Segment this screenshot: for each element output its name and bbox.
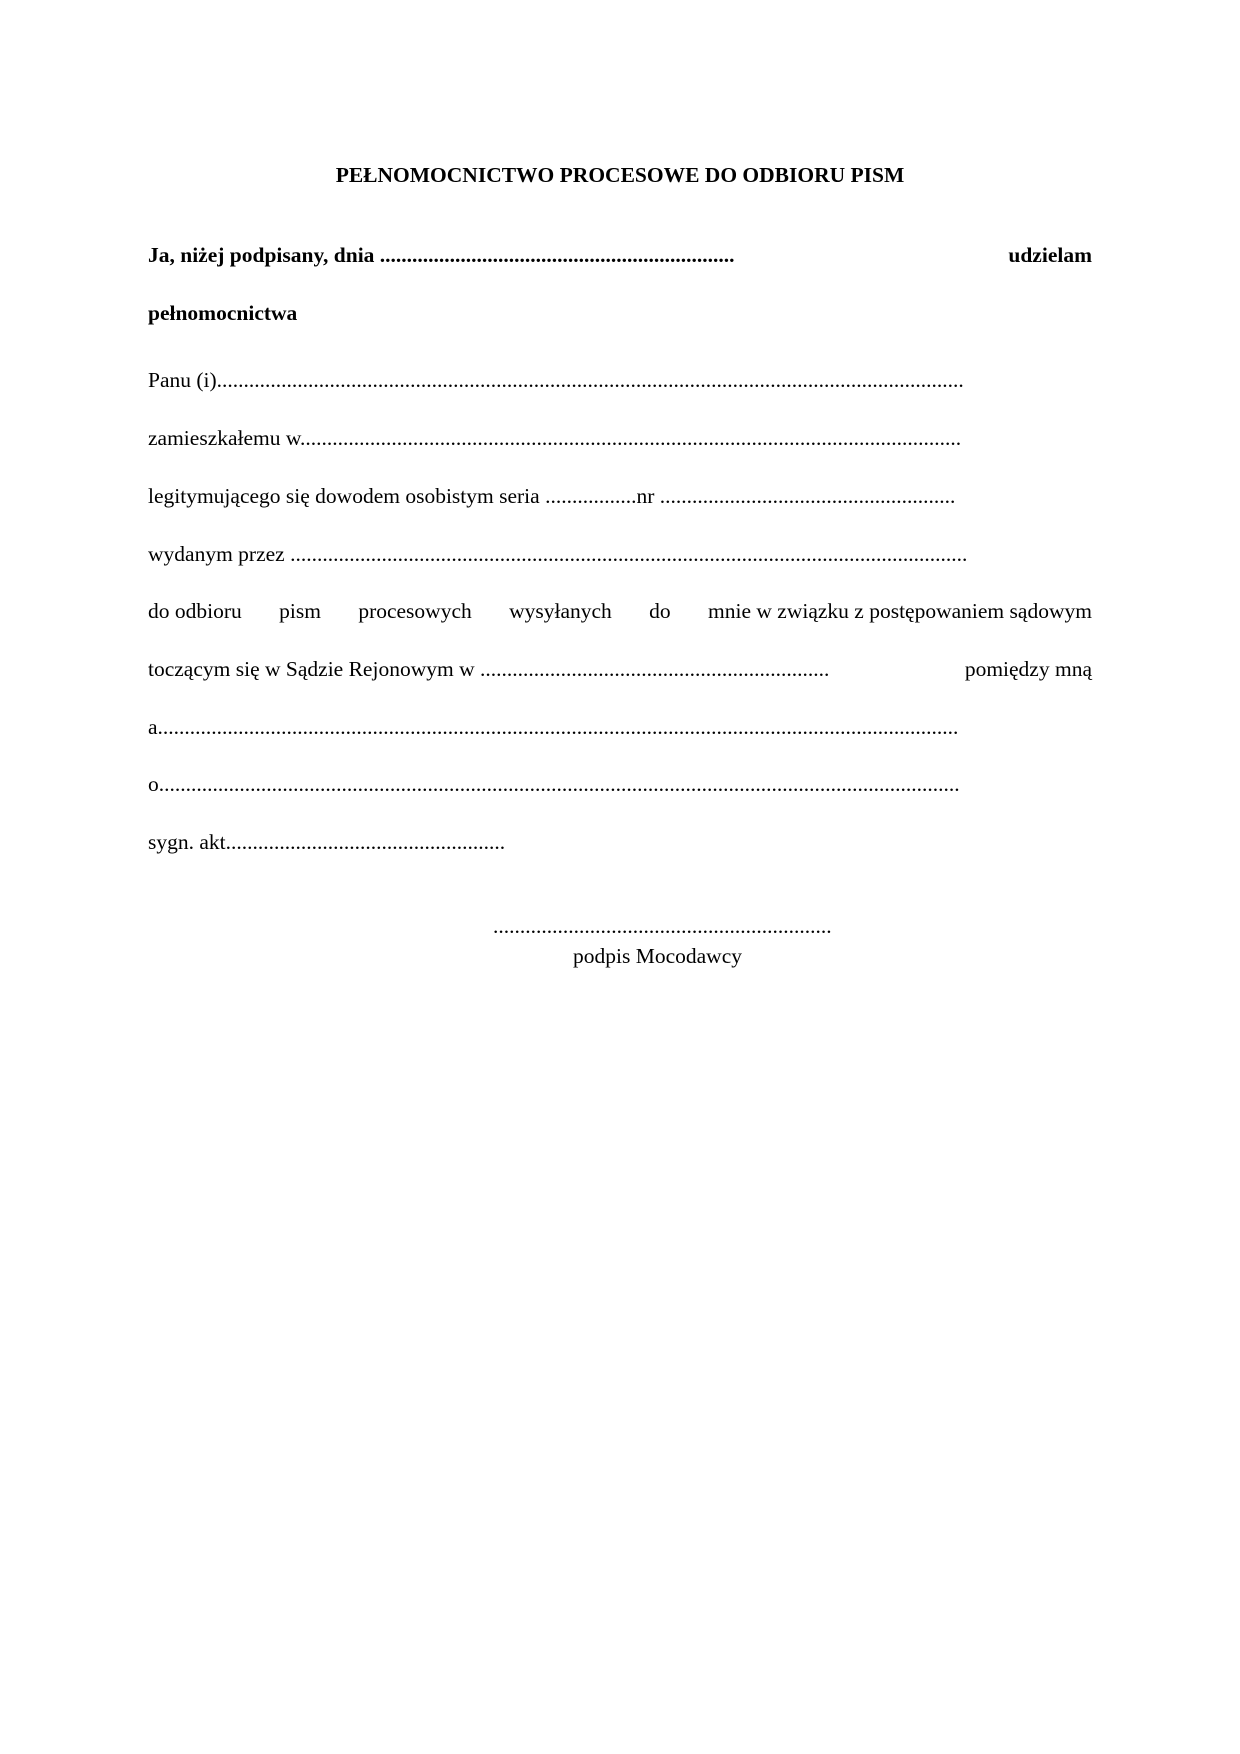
field-zamieszkalemu: zamieszkałemu w........................................................................................................................... [148, 426, 962, 450]
field-panu: Panu (i)........................................................................................................................................... [148, 368, 964, 392]
field-wydanym: wydanym przez .............................................................................................................................. [148, 542, 968, 566]
field-legitymujacego: legitymującego się dowodem osobistym seria .................nr ....................................................... [148, 484, 956, 508]
document-title: PEŁNOMOCNICTWO PROCESOWE DO ODBIORU PISM [335, 163, 905, 187]
do-odbioru-word-2: pism [279, 599, 321, 623]
pomiedzy-text: pomiędzy mną [964, 657, 1092, 681]
do-odbioru-word-5: do [649, 599, 671, 623]
intro-date-text: Ja, niżej podpisany, dnia .................................................................. [148, 243, 735, 267]
signature-line: ............................................................... [493, 914, 832, 938]
field-o: o..................................................................................................................................................... [148, 772, 960, 796]
field-do-odbioru [148, 598, 1092, 624]
field-a: a..................................................................................................................................................... [148, 715, 959, 739]
do-odbioru-word-1: do odbioru [148, 599, 242, 623]
intro-line-2: pełnomocnictwa [148, 301, 298, 325]
field-sygn: sygn. akt.................................................... [148, 830, 506, 854]
field-toczacym [148, 656, 1092, 682]
toczacym-text: toczącym się w Sądzie Rejonowym w ................................................................. [148, 657, 830, 681]
do-odbioru-word-3: procesowych [358, 599, 472, 623]
signature-label: podpis Mocodawcy [573, 944, 742, 968]
intro-line-1 [148, 242, 1092, 268]
intro-grant-text: udzielam [1008, 243, 1092, 267]
do-odbioru-word-4: wysyłanych [509, 599, 612, 623]
do-odbioru-word-6: mnie w związku z postępowaniem sądowym [708, 599, 1092, 623]
